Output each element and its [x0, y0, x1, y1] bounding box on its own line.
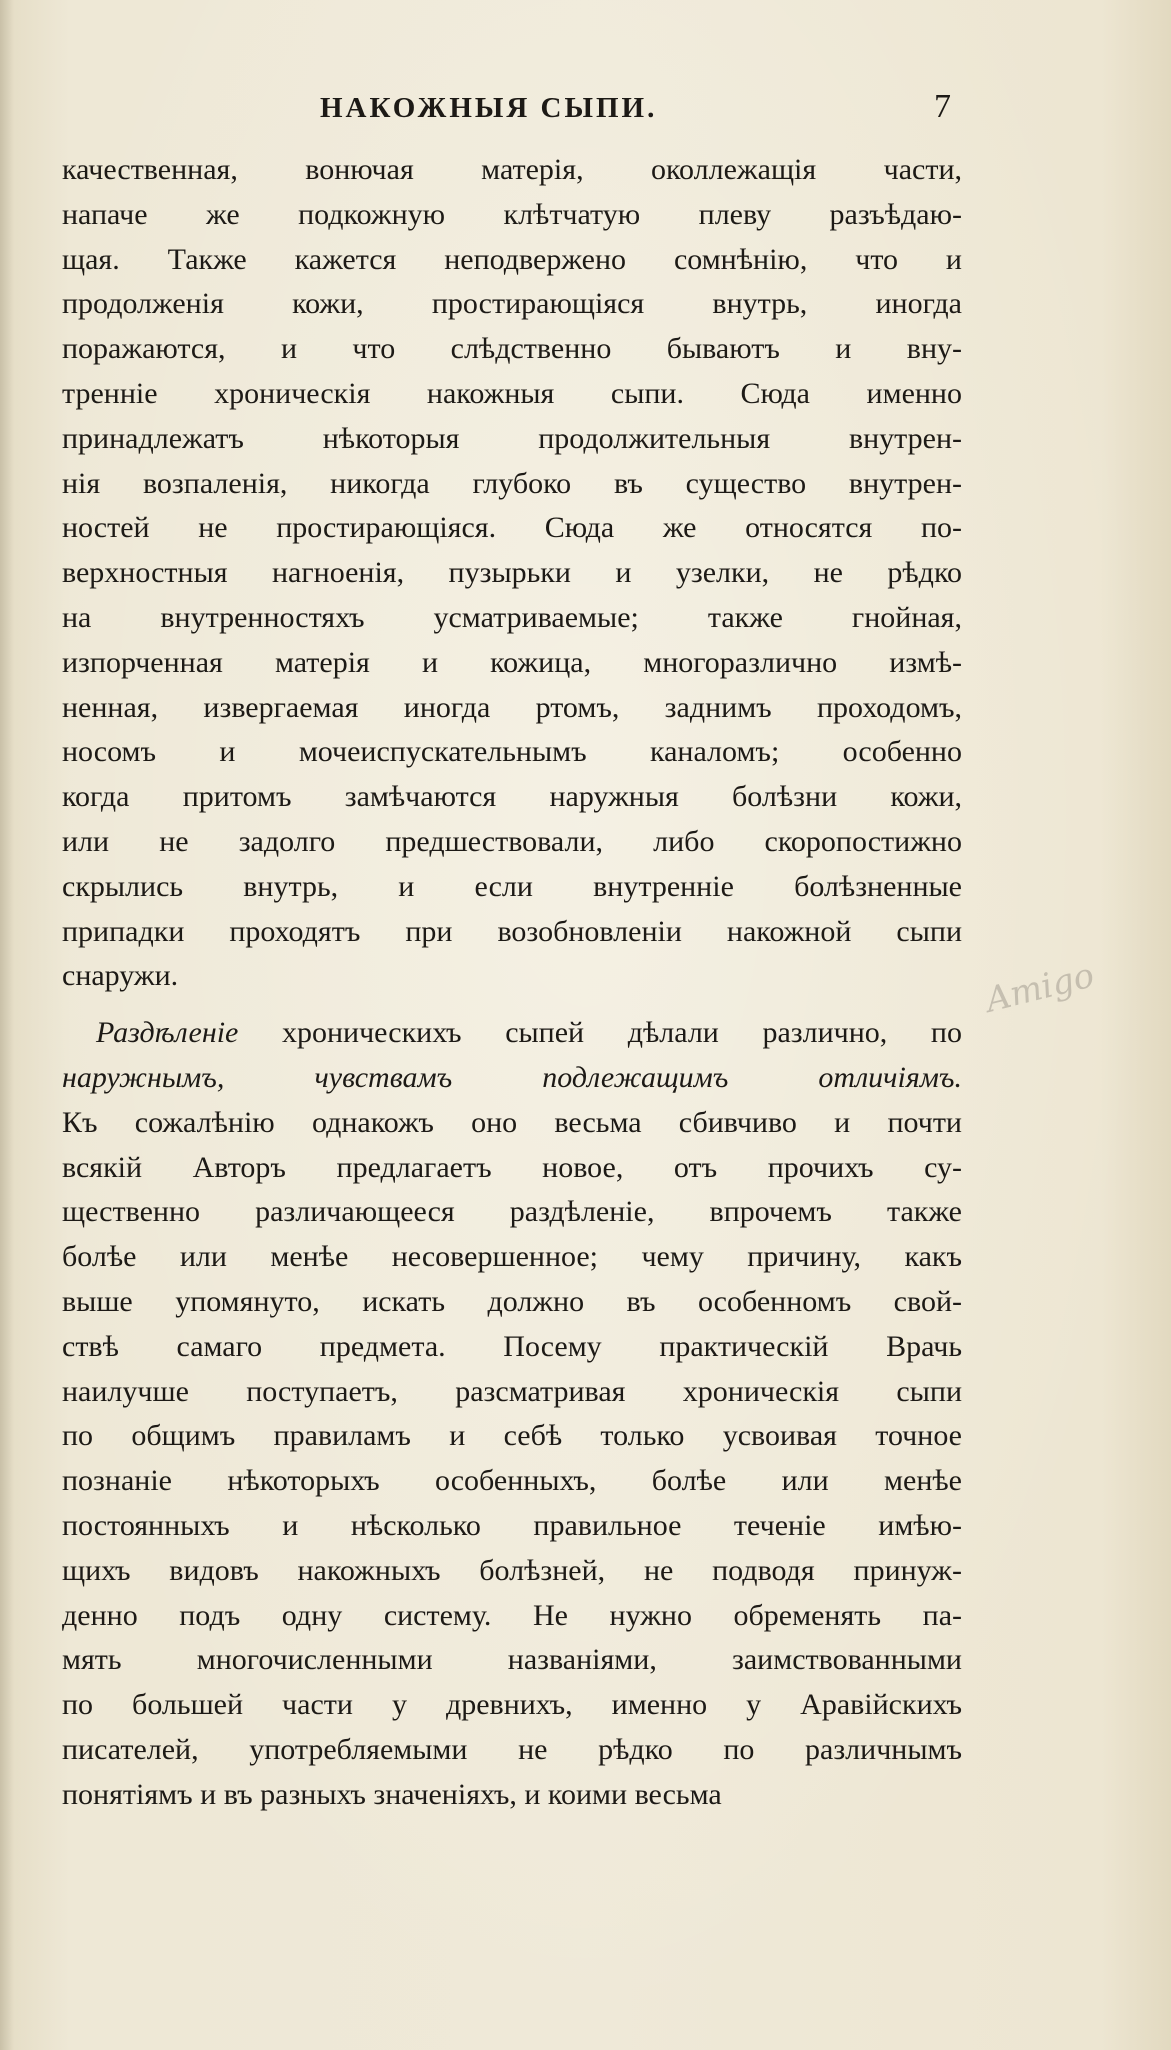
- text-line: принадлежатъ нѣкоторыя продолжительныя внутрен-: [62, 421, 962, 455]
- text-line: или не задолго предшествовали, либо скоропостижно: [62, 824, 962, 858]
- handwritten-marginal-note: Amigo: [981, 955, 1099, 1021]
- text-line: по большей части у древнихъ, именно у Аравійскихъ: [62, 1688, 962, 1722]
- text-line: щихъ видовъ накожныхъ болѣзней, не подводя принуж-: [62, 1553, 962, 1587]
- text-line: щественно различающееся раздѣленіе, впрочемъ также: [62, 1195, 962, 1229]
- text-line: наружнымъ, чувствамъ подлежащимъ отличіямъ.: [62, 1060, 962, 1094]
- text-line: щая. Также кажется неподвержено сомнѣнію, что и: [62, 242, 962, 276]
- text-line: на внутренностяхъ усматриваемые; также гнойная,: [62, 600, 962, 634]
- paragraph-2-body: [62, 1101, 962, 1818]
- text-line: изпорченная матерія и кожица, многоразлично измѣ-: [62, 645, 962, 679]
- text-line: снаружи.: [62, 959, 179, 993]
- page-number: 7: [934, 88, 951, 125]
- text-line: познаніе нѣкоторыхъ особенныхъ, болѣе или менѣе: [62, 1464, 962, 1498]
- page-gutter-shadow: [0, 0, 14, 2050]
- text-line: тренніе хроническія накожныя сыпи. Сюда именно: [62, 376, 962, 410]
- body-text: [62, 148, 962, 1817]
- text-line: всякій Авторъ предлагаетъ новое, отъ прочихъ су-: [62, 1150, 962, 1184]
- text-line: качественная, вонючая матерія, околлежащія части,: [62, 153, 962, 186]
- text-line: выше упомянуто, искать должно въ особенномъ свой-: [62, 1284, 962, 1318]
- text-line: понятіямъ и въ разныхъ значеніяхъ, и коими весьма: [62, 1777, 722, 1811]
- text-line: наилучше поступаетъ, разсматривая хроническія сыпи: [62, 1374, 962, 1408]
- text-line: нія возпаленія, никогда глубоко въ существо внутрен-: [62, 466, 962, 500]
- text-line: мять многочисленными названіями, заимствованными: [62, 1643, 962, 1677]
- text-line: Къ сожалѣнію однакожъ оно весьма сбивчиво и почти: [62, 1105, 962, 1139]
- text-line: верхностныя нагноенія, пузырьки и узелки, не рѣдко: [62, 556, 962, 590]
- paragraph-1: [62, 148, 962, 999]
- running-head: НАКОЖНЫЯ СЫПИ.: [320, 92, 658, 124]
- italic-term: Раздѣленіе: [96, 1016, 239, 1050]
- text-line: поражаются, и что слѣдственно бываютъ и вну-: [62, 332, 962, 366]
- text-line: [62, 1011, 962, 1056]
- text-line: припадки проходятъ при возобновленіи накожной сыпи: [62, 914, 962, 948]
- paragraph-gap: [62, 999, 962, 1011]
- text-line: ностей не простирающіяся. Сюда же относятся по-: [62, 511, 962, 545]
- text-line: писателей, употребляемыми не рѣдко по различнымъ: [62, 1732, 962, 1766]
- text-line: напаче же подкожную клѣтчатую плеву разъѣдаю-: [62, 197, 962, 231]
- paragraph-2: [62, 1011, 962, 1817]
- text-line: носомъ и мочеиспускательнымъ каналомъ; особенно: [62, 735, 962, 769]
- text-line: болѣе или менѣе несовершенное; чему причину, какъ: [62, 1240, 962, 1274]
- text-line: продолженія кожи, простирающіяся внутрь, иногда: [62, 287, 962, 321]
- text-line: постоянныхъ и нѣсколько правильное теченіе имѣю-: [62, 1508, 962, 1542]
- text-line: по общимъ правиламъ и себѣ только усвоивая точное: [62, 1419, 962, 1453]
- text-line: когда притомъ замѣчаются наружныя болѣзни кожи,: [62, 780, 962, 814]
- text-line: денно подъ одну систему. Не нужно обременять па-: [62, 1598, 962, 1632]
- text-line: ненная, извергаемая иногда ртомъ, заднимъ проходомъ,: [62, 690, 962, 724]
- text-line: скрылись внутрь, и если внутренніе болѣзненные: [62, 869, 962, 903]
- text-run: хроническихъ сыпей дѣлали различно, по: [238, 1016, 962, 1050]
- text-line: ствѣ самаго предмета. Посему практическій Врачь: [62, 1329, 962, 1363]
